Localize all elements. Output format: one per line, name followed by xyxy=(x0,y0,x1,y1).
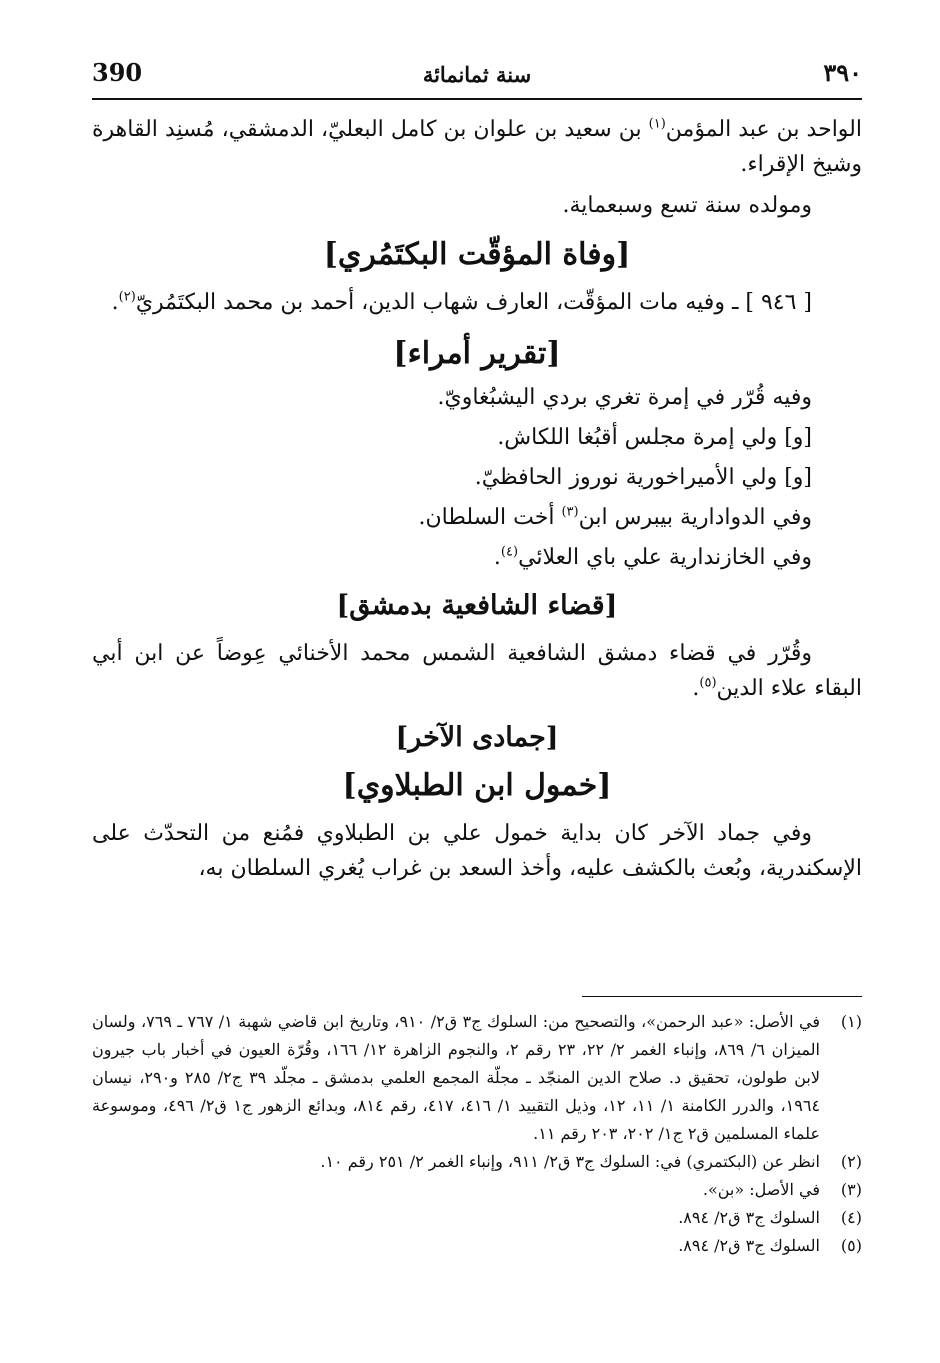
appointments-list xyxy=(92,378,862,578)
footnote-number: (٣) xyxy=(840,1180,862,1199)
main-text xyxy=(92,112,862,886)
footnote-text: في الأصل: «بن». xyxy=(702,1180,820,1199)
page-header xyxy=(92,58,862,98)
list-item: [و] ولي إمرة مجلس أقبُغا اللكاش. xyxy=(497,425,812,450)
section-heading-bektemri: [وفاة المؤقّت البكتَمُري] xyxy=(323,237,631,272)
footnote-ref[interactable]: (٣) xyxy=(561,504,579,520)
footnote-text: انظر عن (البكتمري) في: السلوك ج٣ ق٢/ ٩١١، وإنباء الغمر ٢/ ٢٥١ رقم ١٠. xyxy=(320,1152,820,1171)
footnote-text: السلوك ج٣ ق٢/ ٨٩٤. xyxy=(678,1236,820,1255)
paragraph-qada: وقُرّر في قضاء دمشق الشافعية الشمس محمد الأخنائي عِوضاً عن ابن أبي البقاء علاء الدين$^{(٥)}$. xyxy=(92,641,862,701)
paragraph-khumul: وفي جماد الآخر كان بداية خمول علي بن الطبلاوي فمُنع من التحدّث على الإسكندرية، وبُعث بالكشف عليه، وأخذ السعد بن غراب يُغري السلطان به، xyxy=(92,821,862,881)
list-item: وفيه قُرّر في إمرة تغري بردي اليشبُغاويّ. xyxy=(437,385,812,410)
footnote-ref[interactable]: (٤) xyxy=(500,544,519,560)
section-heading-umara: [تقرير أمراء] xyxy=(393,336,561,371)
footnote-item xyxy=(92,1008,862,1148)
list-item: وفي الخازندارية علي باي العلائي$^{(٤)}$. xyxy=(493,544,812,570)
section-heading-qada: [قضاء الشافعية بدمشق] xyxy=(336,590,618,621)
footnote-number: (١) xyxy=(840,1012,862,1031)
footnote-text: في الأصل: «عبد الرحمن»، والتصحيح من: السلوك ج٣ ق٢/ ٩١٠، وتاريخ ابن قاضي شهبة ١/ ٧٦٧ ـ ٧٦٩، ولسان الميزان ٦/ ٨٦٩، وإنباء الغمر ٢/ ٢٢، ٢٣ رقم ٢، والنجوم الزاهرة ١٢/ ١٦٦، وقُرّة العيون في أخبار باب جيرون لابن طولون، تحقيق د. صلاح الدين المنجّد ـ مجلّة المجمع العلمي بدمشق ـ مجلّد ٣٩ ج٢/ ٢٨٥ و٢٩٠، نيسان ١٩٦٤، والدرر الكامنة ١/ ١١، ١٢، وذيل التقييد ١/ ٤١٦، ٤١٧، رقم ٨١٤، وبدائع الزهور ج١ ق٢/ ٤٩٦، وموسوعة علماء المسلمين ق٢ ج١/ ٢٠٢، ٢٠٣ رقم ١١. xyxy=(92,1012,821,1143)
footnote-ref[interactable]: (٢) xyxy=(118,289,136,305)
paragraph-entry-946: [ ٩٤٦ ] ـ وفيه مات المؤقّت، العارف شهاب الدين، أحمد بن محمد البكتَمُريّ$^{(٢)}$. xyxy=(111,289,812,315)
running-title: سنة ثمانمائة xyxy=(422,62,532,87)
footnote-item xyxy=(92,1176,862,1204)
header-rule xyxy=(92,98,862,100)
page-number-latin: 390 xyxy=(92,58,143,87)
footnote-number: (٤) xyxy=(840,1208,862,1227)
footnote-separator xyxy=(582,996,862,997)
list-item: [و] ولي الأميراخورية نوروز الحافظيّ. xyxy=(474,465,812,490)
paragraph-birth: ومولده سنة تسع وسبعماية. xyxy=(562,193,812,218)
footnote-text: السلوك ج٣ ق٢/ ٨٩٤. xyxy=(678,1208,820,1227)
section-heading-jumada: [جمادى الآخر] xyxy=(395,722,559,753)
footnotes xyxy=(92,1008,862,1260)
footnote-item xyxy=(92,1204,862,1232)
footnote-ref[interactable]: (٥) xyxy=(699,675,717,691)
list-item: وفي الدوادارية بيبرس ابن$^{(٣)}$ أخت السلطان. xyxy=(418,504,812,530)
footnote-item xyxy=(92,1232,862,1260)
footnote-number: (٢) xyxy=(840,1152,862,1171)
footnote-item xyxy=(92,1148,862,1176)
page-number-arabic: ٣٩٠ xyxy=(823,58,862,87)
footnote-ref[interactable]: (١) xyxy=(648,116,666,132)
paragraph-continuation: الواحد بن عبد المؤمن$^{(١)}$ بن سعيد بن علوان بن كامل البعليّ، الدمشقي، مُسنِد القاهرة وشيخ الإقراء. xyxy=(92,116,862,177)
footnote-number: (٥) xyxy=(840,1236,862,1255)
section-heading-khumul: [خمول ابن الطبلاوي] xyxy=(342,768,612,803)
